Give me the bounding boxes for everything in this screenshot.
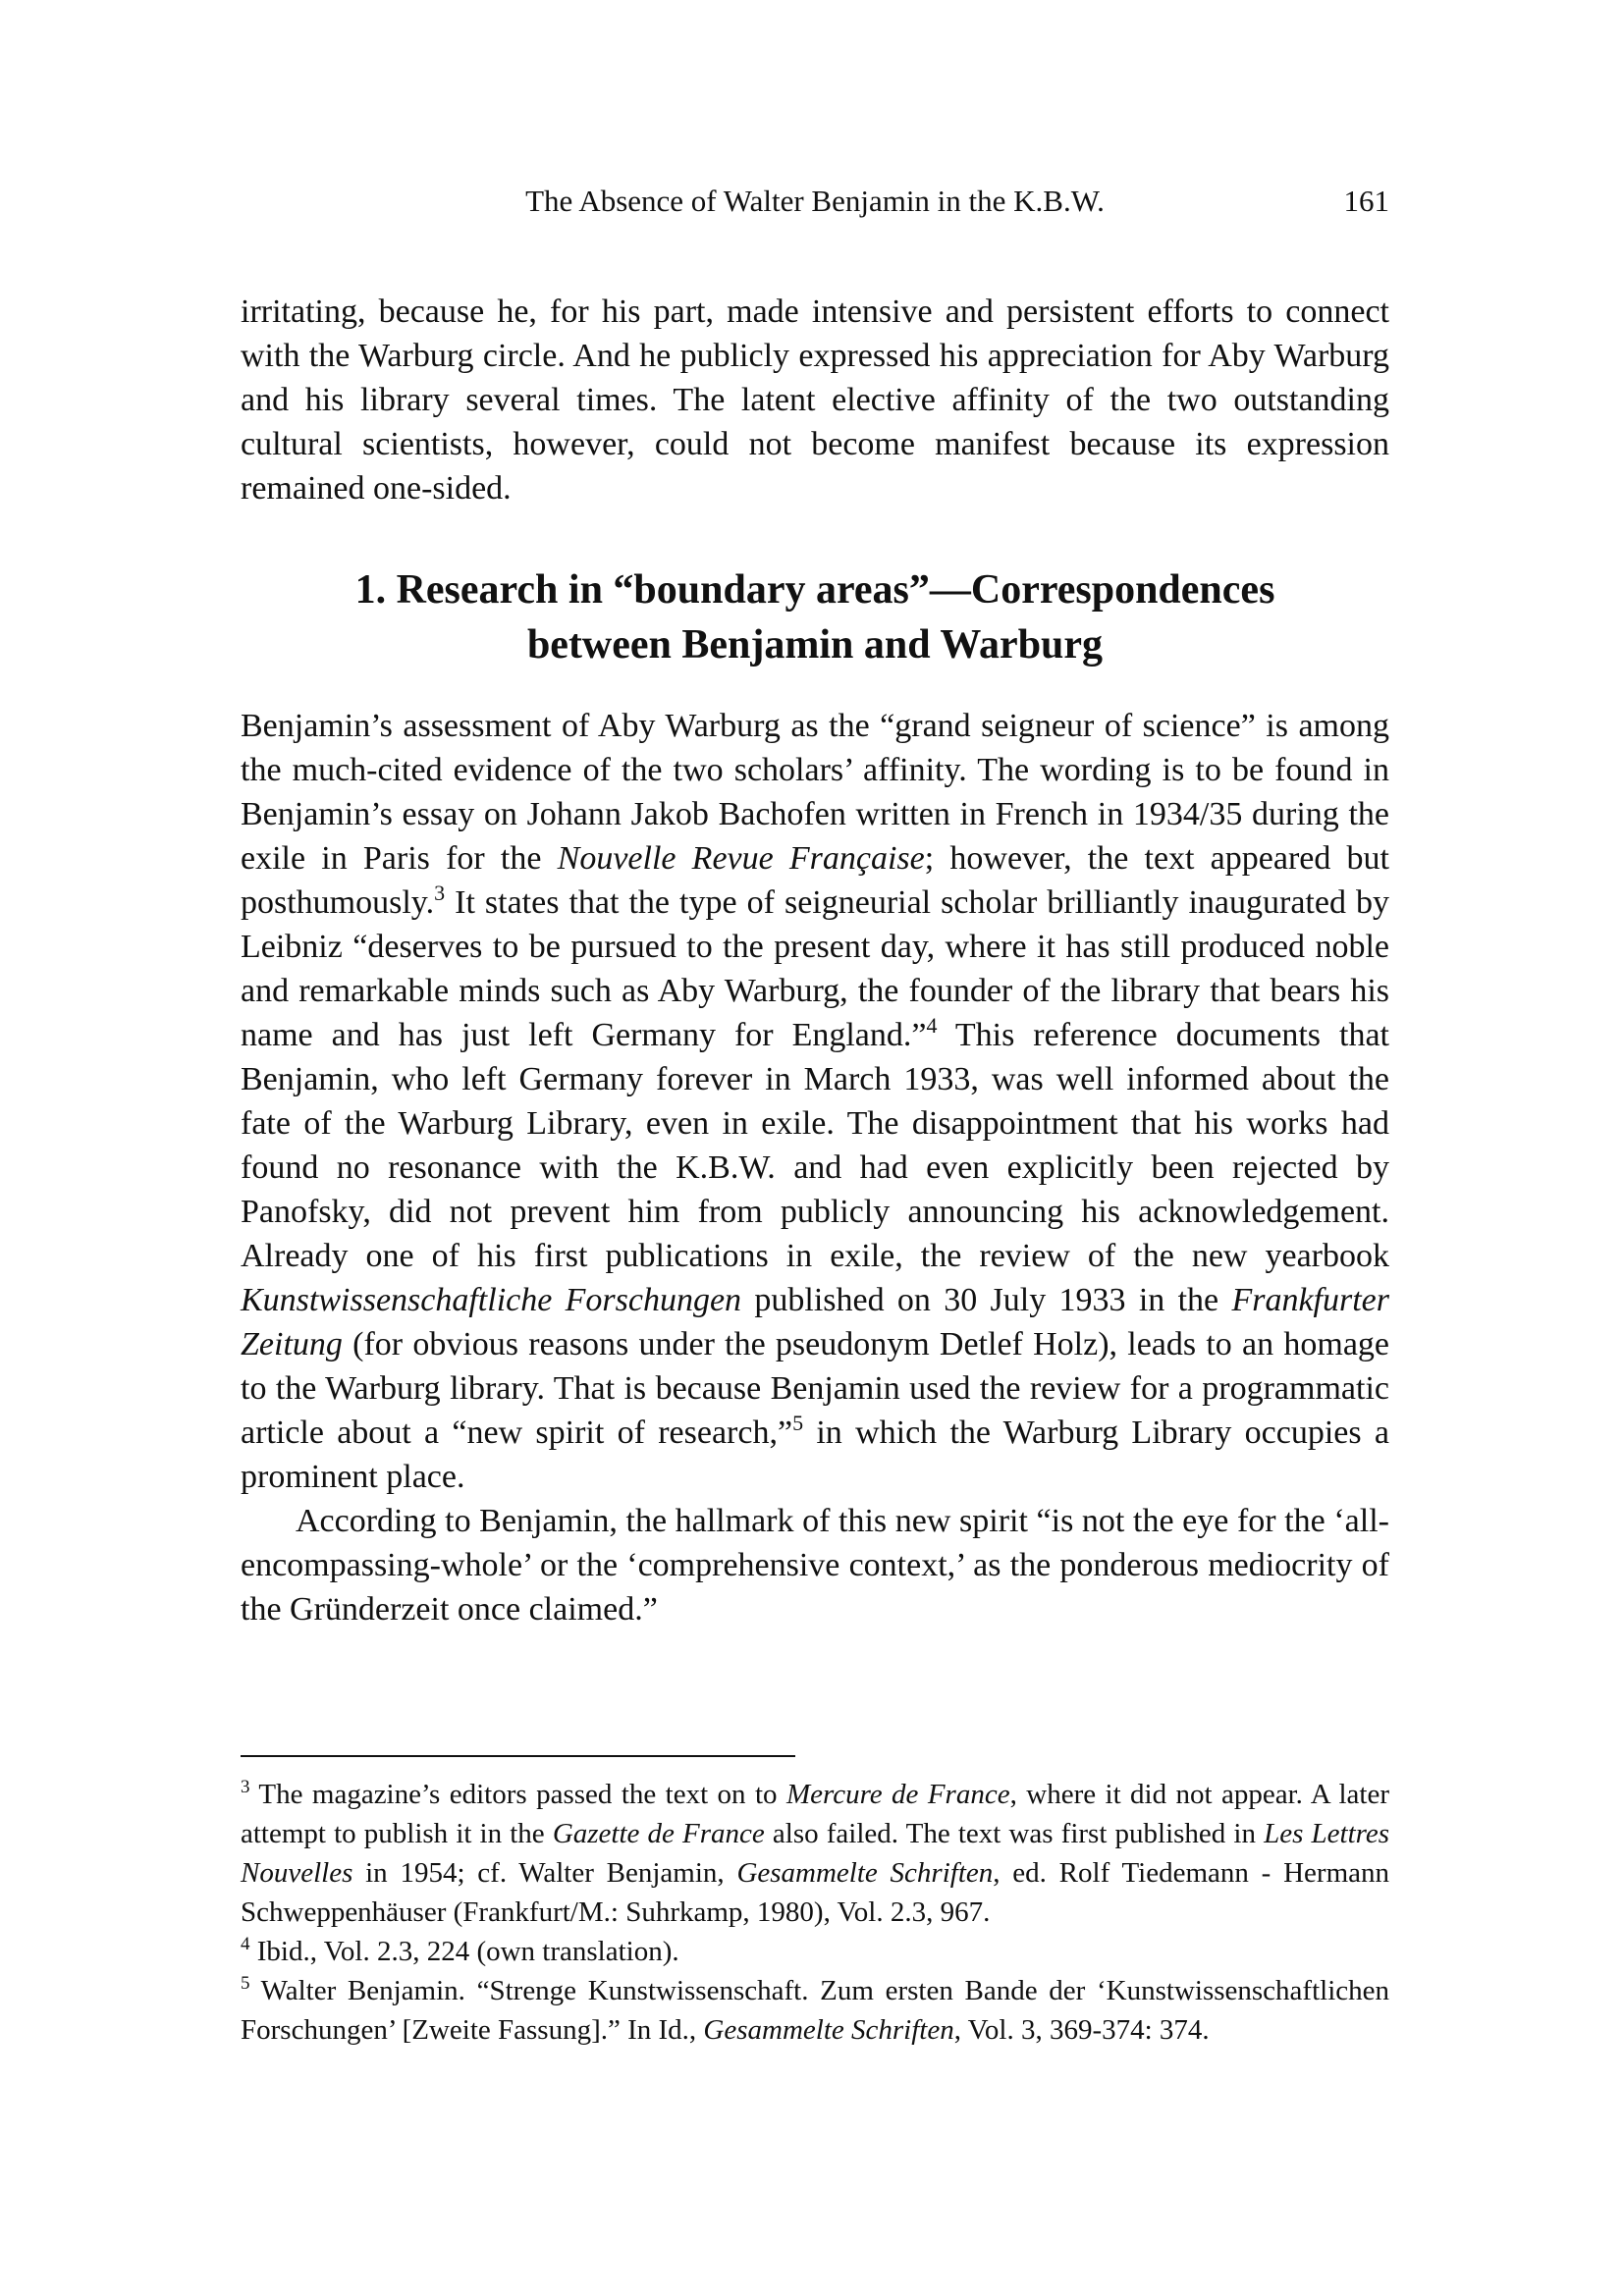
footnote-text: Ibid., Vol. 2.3, 224 (own translation). bbox=[249, 1936, 679, 1967]
section-heading-line-1: 1. Research in “boundary areas”—Correspondences bbox=[354, 567, 1275, 613]
footnote-marker-3: 3 bbox=[434, 881, 446, 905]
body-text: published on 30 July 1933 in the bbox=[741, 1282, 1232, 1318]
italic-title: Gesammelte Schriften bbox=[736, 1857, 994, 1889]
footnote-number: 3 bbox=[241, 1777, 250, 1797]
italic-title: Mercure de France bbox=[785, 1779, 1010, 1810]
italic-title: Kunstwissenschaftliche Forschungen bbox=[241, 1282, 742, 1318]
footnote-text: , Vol. 3, 369-374: 374. bbox=[953, 2014, 1210, 2046]
footnote-text: Walter Benjamin. “Strenge Kunstwissenschaft. Zum ersten Bande der ‘Kunstwissenschaftlichen Forschungen’ [Zweite Fassung].” In Id., bbox=[241, 1975, 1389, 2046]
italic-title: Frankfurter Zeitung bbox=[241, 1282, 1389, 1362]
italic-title: Les Lettres Nouvelles bbox=[241, 1818, 1390, 1889]
footnote-marker-5: 5 bbox=[792, 1411, 804, 1435]
footnote-4 bbox=[241, 1932, 1389, 1971]
section-heading bbox=[241, 562, 1389, 672]
body-text: ; however, the text appeared but posthumously. bbox=[241, 840, 1389, 921]
body-text: (for obvious reasons under the pseudonym Detlef Holz), leads to an homage to the Warburg library. That is because Benjamin used the review for a programmatic article about a “new spirit of research,” bbox=[241, 1326, 1389, 1451]
page-number: 161 bbox=[1343, 184, 1389, 218]
section-heading-line-2: between Benjamin and Warburg bbox=[526, 622, 1104, 667]
footnote-5 bbox=[241, 1971, 1389, 2050]
footnote-3 bbox=[241, 1775, 1389, 1932]
body-text: Benjamin’s assessment of Aby Warburg as the “grand seigneur of science” is among the much-cited evidence of the two scholars’ affinity. The wording is to be found in Benjamin’s essay on Johann Jakob Bachofen written in French in 1934/35 during the exile in Paris for the bbox=[241, 708, 1389, 877]
italic-title: Gazette de France bbox=[552, 1818, 765, 1849]
footnote-text: , ed. Rolf Tiedemann - Hermann Schweppenhäuser (Frankfurt/M.: Suhrkamp, 1980), Vol. 2.3, 967. bbox=[241, 1857, 1390, 1928]
section-body bbox=[241, 704, 1389, 1631]
footnote-marker-4: 4 bbox=[926, 1013, 938, 1038]
running-title: The Absence of Walter Benjamin in the K.B.W. bbox=[525, 184, 1105, 218]
continued-paragraph bbox=[241, 290, 1389, 510]
footnotes bbox=[241, 1775, 1389, 2050]
italic-title: Nouvelle Revue Française bbox=[557, 840, 925, 877]
footnote-divider bbox=[241, 1755, 795, 1757]
body-text: in which the Warburg Library occupies a prominent place. bbox=[241, 1415, 1389, 1495]
body-text: This reference documents that Benjamin, who left Germany forever in March 1933, was well informed about the fate of the Warburg Library, even in exile. The disappointment that his works had found no resonance with the K.B.W. and had even explicitly been rejected by Panofsky, did not prevent him from publicly announcing his acknowledgement. Already one of his first publications in exile, the review of the new yearbook bbox=[241, 1017, 1390, 1274]
footnote-text: in 1954; cf. Walter Benjamin, bbox=[352, 1857, 737, 1889]
intro-paragraph-text: irritating, because he, for his part, made intensive and persistent efforts to connect with the Warburg circle. And he publicly expressed his appreciation for Aby Warburg and his library several times. The latent elective affinity of the two outstanding cultural scientists, however, could not become manifest because its expression remained one-sided. bbox=[241, 294, 1389, 507]
footnote-number: 5 bbox=[241, 1973, 250, 1994]
body-paragraph-1 bbox=[241, 704, 1389, 1499]
footnote-number: 4 bbox=[241, 1934, 250, 1954]
italic-title: Gesammelte Schriften bbox=[703, 2014, 954, 2046]
footnote-text: also failed. The text was first published in bbox=[764, 1818, 1265, 1849]
body-paragraph-2: According to Benjamin, the hallmark of this new spirit “is not the eye for the ‘all-encompassing-whole’ or the ‘comprehensive context,’ as the ponderous mediocrity of the Gründerzeit once claimed.” bbox=[241, 1503, 1389, 1628]
running-head bbox=[241, 177, 1389, 226]
footnote-text: , where it did not appear. A later attempt to publish it in the bbox=[241, 1779, 1389, 1849]
body-text: It states that the type of seigneurial scholar brilliantly inaugurated by Leibniz “deserves to be pursued to the present day, where it has still produced noble and remarkable minds such as Aby Warburg, the founder of the library that bears his name and has just left Germany for England.” bbox=[241, 884, 1389, 1053]
footnote-text: The magazine’s editors passed the text on to bbox=[249, 1779, 786, 1810]
